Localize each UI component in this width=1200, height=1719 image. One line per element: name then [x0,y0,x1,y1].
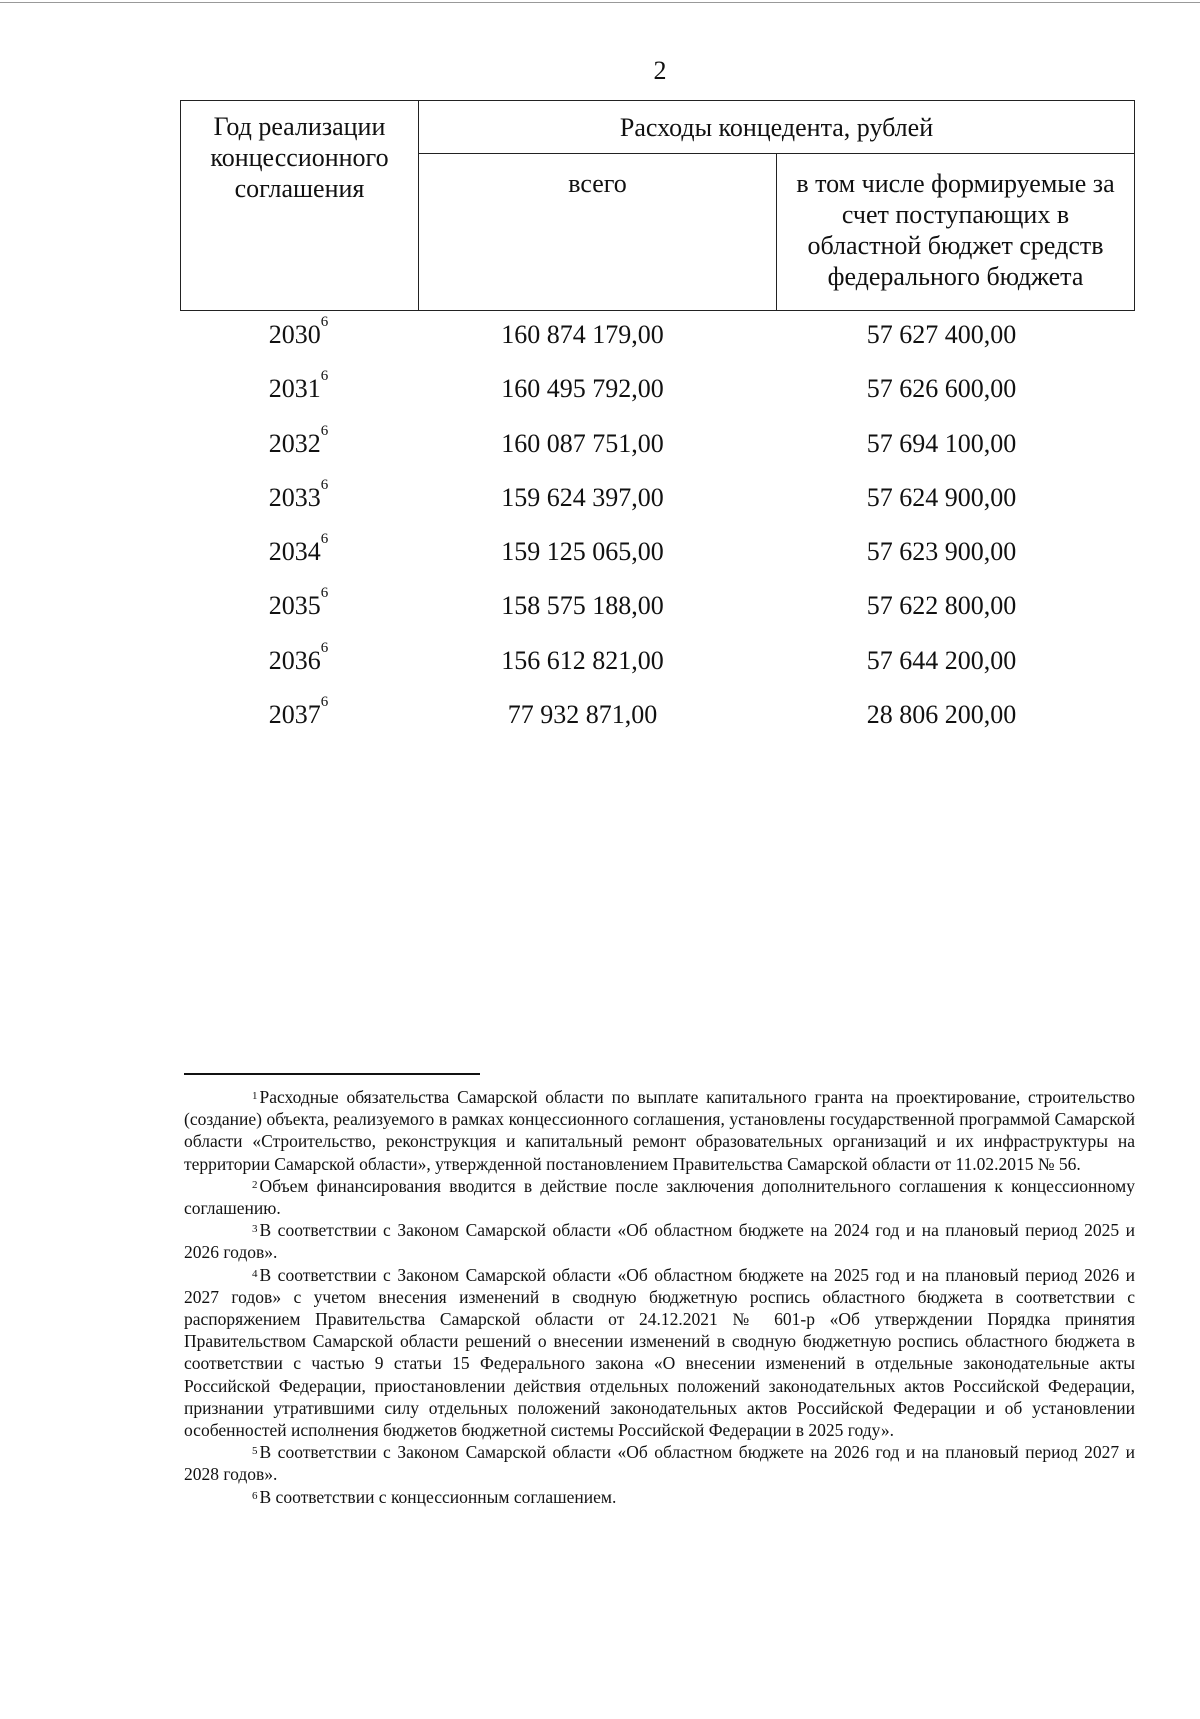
row-total: 158 575 188,00 [501,591,664,621]
footnote [184,1264,1135,1442]
page-number: 2 [653,56,667,85]
row-year [180,639,417,678]
row-total: 160 874 179,00 [501,320,664,349]
row-federal: 57 694 100,00 [866,428,1017,458]
row-year-value: 2032 [268,428,321,458]
footnote-number: 6 [252,1489,258,1502]
row-year [180,476,417,515]
header-federal-column: в том числе формируемые за счет поступающих в областной бюджет средств федерального бюджета [777,154,1135,311]
footnote-text: Расходные обязательства Самарской области по выплате капитального гранта на проектирование, строительство (создание) объекта, реализуемого в рамках концессионного соглашения, установлены государственной программой Самарской области «Строительство, реконструкция и капитальный ремонт образовательных организаций и их инфраструктуры на территории Самарской области», утвержденной постановлением Правительства Самарской области от 11.02.2015 № 56. [184,1087,1135,1174]
row-federal: 57 627 400,00 [866,320,1017,349]
row-year-value: 2034 [268,537,321,567]
expenses-table-header [180,100,1135,311]
table-row [180,584,1135,638]
row-total: 160 495 792,00 [501,374,664,404]
table-row [180,639,1135,693]
page-top-edge [0,2,1200,3]
footnotes [184,1086,1135,1508]
footnote-ref: 6 [320,694,329,711]
footnote-ref: 6 [320,585,329,602]
table-row [180,367,1135,421]
row-total: 160 087 751,00 [501,428,664,458]
header-total-column: всего [419,154,777,311]
row-total: 159 624 397,00 [501,482,664,512]
header-expenses-group: Расходы концедента, рублей [419,101,1135,154]
footnote-ref: 6 [320,639,329,656]
row-year-value: 2031 [268,374,321,404]
table-row [180,422,1135,476]
row-year [180,585,417,623]
footnote [184,1219,1135,1263]
row-year [180,368,417,406]
footnote-separator [184,1073,480,1075]
footnote-text: В соответствии с Законом Самарской области «Об областном бюджете на 2026 год и на плановый период 2027 и 2028 годов». [184,1442,1135,1485]
table-row [180,313,1135,367]
footnote [184,1086,1135,1175]
footnote-ref: 6 [320,531,329,548]
table-row [180,693,1135,747]
row-federal: 57 644 200,00 [866,645,1017,675]
row-year [180,314,417,352]
row-total: 159 125 065,00 [501,537,664,567]
footnote-ref: 6 [320,422,329,439]
footnote-text: Объем финансирования вводится в действие после заключения дополнительного соглашения к концессионному соглашению. [184,1175,1135,1219]
footnote-number: 3 [252,1223,258,1236]
row-federal: 57 626 600,00 [866,374,1017,404]
footnote [184,1486,1135,1508]
row-year-value: 2030 [268,320,321,349]
row-federal: 57 623 900,00 [866,537,1017,567]
row-year-value: 2037 [268,700,321,730]
row-year [180,531,417,569]
footnote [184,1175,1135,1219]
row-total: 156 612 821,00 [501,645,664,675]
footnote-number: 4 [252,1267,258,1280]
footnote-ref: 6 [320,476,329,493]
row-year [180,422,417,461]
footnote-number: 5 [252,1445,258,1458]
header-year-column: Год реализации концессионного соглашения [181,101,419,311]
footnote-text: В соответствии с Законом Самарской области «Об областном бюджете на 2025 год и на плановый период 2026 и 2027 годов» с учетом внесения изменений в сводную бюджетную роспись областного бюджета в соответствии с распоряжением Правительства Самарской области от 24.12.2021 № 601-р «Об утверждении Порядка принятия Правительством Самарской области решений о внесении изменений в сводную бюджетную роспись областного бюджета в соответствии с частью 9 статьи 15 Федерального закона «О внесении изменений в отдельные законодательные акты Российской Федерации, приостановлении действия отдельных положений законодательных актов Российской Федерации, признании утратившими силу отдельных положений законодательных актов Российской Федерации и об установлении особенностей исполнения бюджетов бюджетной системы Российской Федерации в 2025 году». [184,1264,1135,1441]
expenses-table-body [180,313,1135,747]
footnote-ref: 6 [320,314,329,330]
row-year-value: 2033 [268,482,321,512]
row-year [180,694,417,732]
footnote-text: В соответствии с Законом Самарской области «Об областном бюджете на 2024 год и на плановый период 2025 и 2026 годов». [184,1220,1135,1263]
row-total: 77 932 871,00 [507,700,658,730]
footnote-number: 2 [252,1178,258,1191]
table-row [180,476,1135,530]
footnote-number: 1 [252,1090,258,1102]
footnote [184,1441,1135,1485]
footnote-ref: 6 [320,368,329,385]
table-row [180,530,1135,584]
row-year-value: 2035 [268,591,321,621]
row-year-value: 2036 [268,645,321,675]
row-federal: 57 624 900,00 [866,482,1017,512]
footnote-text: В соответствии с концессионным соглашением. [259,1486,617,1507]
row-federal: 57 622 800,00 [866,591,1017,621]
row-federal: 28 806 200,00 [866,700,1017,730]
